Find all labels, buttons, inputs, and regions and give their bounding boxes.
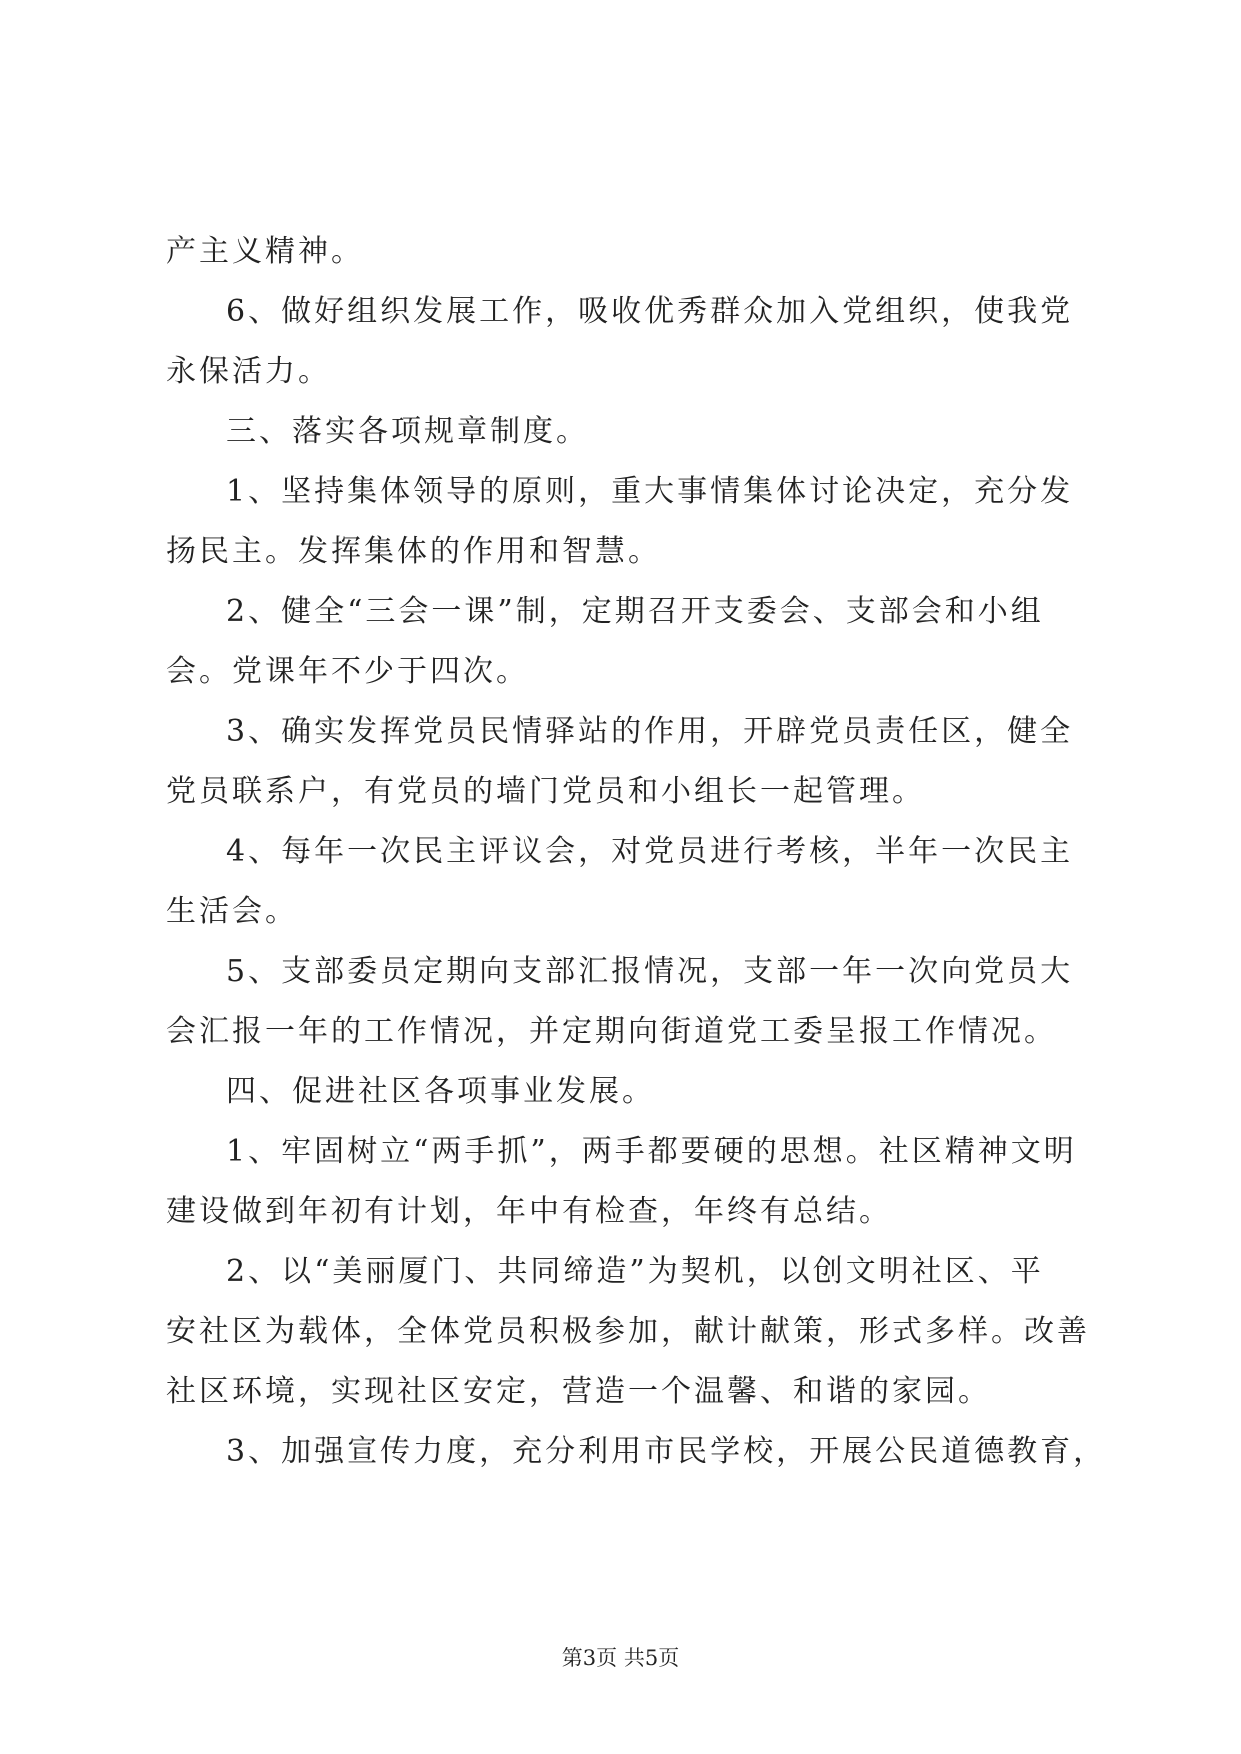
paragraph-line: 生活会。 — [166, 894, 298, 929]
page-number-label: 第3页 共5页 — [561, 1646, 680, 1670]
paragraph-line: 扬民主。发挥集体的作用和智慧。 — [166, 534, 661, 569]
section-heading: 四、促进社区各项事业发展。 — [226, 1074, 655, 1109]
paragraph-line: 2、健全“三会一课”制，定期召开支委会、支部会和小组 — [226, 594, 1044, 629]
paragraph-line: 1、坚持集体领导的原则，重大事情集体讨论决定，充分发 — [226, 474, 1074, 509]
paragraph-line: 5、支部委员定期向支部汇报情况，支部一年一次向党员大 — [226, 954, 1074, 989]
paragraph-line: 会汇报一年的工作情况，并定期向街道党工委呈报工作情况。 — [166, 1014, 1057, 1049]
paragraph-line: 4、每年一次民主评议会，对党员进行考核，半年一次民主 — [226, 834, 1074, 869]
body-text — [166, 222, 1107, 1482]
paragraph-line: 永保活力。 — [166, 354, 331, 389]
paragraph-line: 社区环境，实现社区安定，营造一个温馨、和谐的家园。 — [166, 1374, 991, 1409]
section-heading: 三、落实各项规章制度。 — [226, 414, 589, 449]
paragraph-line: 安社区为载体，全体党员积极参加，献计献策，形式多样。改善 — [166, 1314, 1090, 1349]
paragraph-line: 建设做到年初有计划，年中有检查，年终有总结。 — [166, 1194, 892, 1229]
paragraph-line: 3、确实发挥党员民情驿站的作用，开辟党员责任区，健全 — [226, 714, 1074, 749]
paragraph-line: 3、加强宣传力度，充分利用市民学校，开展公民道德教育， — [226, 1434, 1107, 1469]
page-footer — [0, 1642, 1241, 1672]
paragraph-line: 2、以“美丽厦门、共同缔造”为契机，以创文明社区、平 — [226, 1254, 1044, 1289]
paragraph-line: 6、做好组织发展工作，吸收优秀群众加入党组织，使我党 — [226, 294, 1074, 329]
paragraph-line: 产主义精神。 — [166, 234, 364, 269]
paragraph-line: 1、牢固树立“两手抓”，两手都要硬的思想。社区精神文明 — [226, 1134, 1077, 1169]
paragraph-line: 党员联系户，有党员的墙门党员和小组长一起管理。 — [166, 774, 925, 809]
paragraph-line: 会。党课年不少于四次。 — [166, 654, 529, 689]
